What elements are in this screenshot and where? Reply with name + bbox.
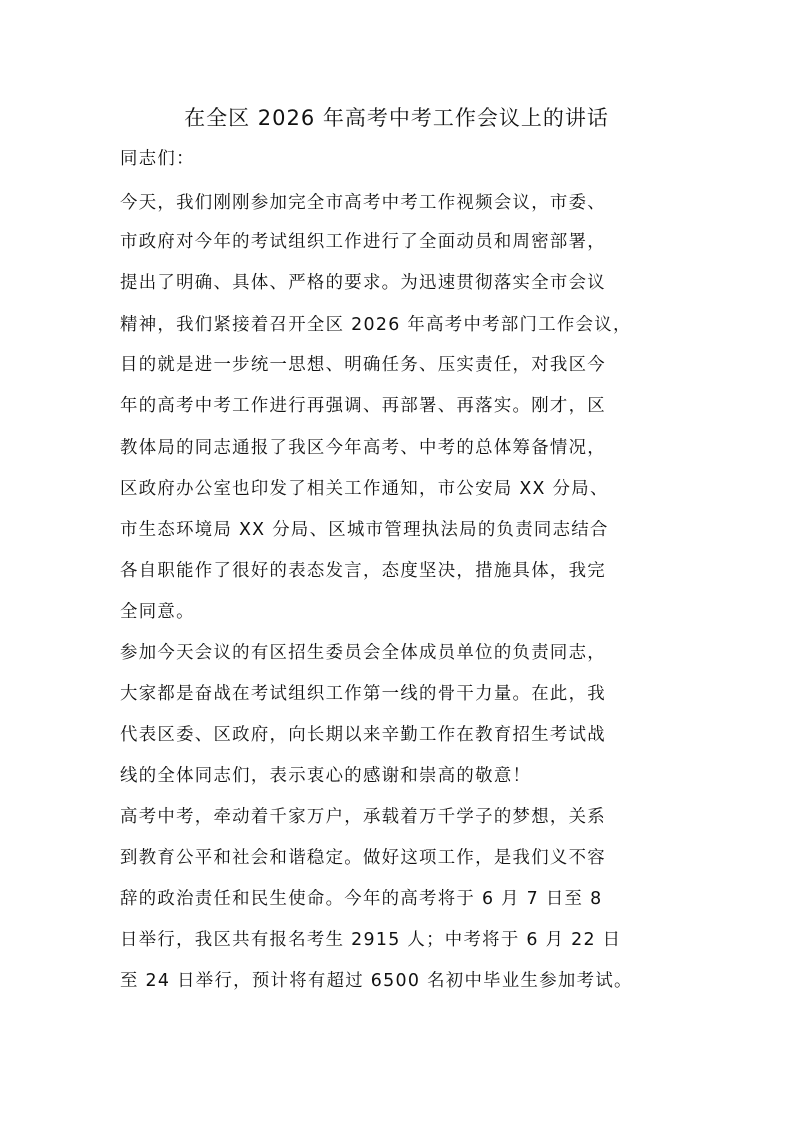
text-line: 到教育公平和社会和谐稳定。做好这项工作，是我们义不容 — [120, 848, 606, 868]
text-line: 大家都是奋战在考试组织工作第一线的骨干力量。在此，我 — [120, 684, 606, 704]
text-line: 至 24 日举行，预计将有超过 6500 名初中毕业生参加考试。 — [120, 971, 633, 991]
text-line: 教体局的同志通报了我区今年高考、中考的总体筹备情况， — [120, 438, 606, 458]
text-line: 线的全体同志们，表示衷心的感谢和崇高的敬意！ — [120, 766, 532, 786]
text-line: 目的就是进一步统一思想、明确任务、压实责任，对我区今 — [120, 355, 606, 375]
text-line: 区政府办公室也印发了相关工作通知，市公安局 XX 分局、 — [120, 479, 609, 499]
text-line: 年的高考中考工作进行再强调、再部署、再落实。刚才，区 — [120, 396, 606, 416]
text-line: 今天，我们刚刚参加完全市高考中考工作视频会议，市委、 — [120, 193, 606, 213]
text-line: 市政府对今年的考试组织工作进行了全面动员和周密部署， — [120, 232, 606, 252]
text-line: 各自职能作了很好的表态发言，态度坚决，措施具体，我完 — [120, 561, 606, 581]
document-title: 在全区 2026 年高考中考工作会议上的讲话 — [184, 106, 609, 130]
text-line: 参加今天会议的有区招生委员会全体成员单位的负责同志， — [120, 643, 606, 663]
text-line: 日举行，我区共有报名考生 2915 人；中考将于 6 月 22 日 — [120, 930, 622, 950]
text-line: 高考中考，牵动着千家万户，承载着万千学子的梦想，关系 — [120, 807, 606, 827]
text-line: 精神，我们紧接着召开全区 2026 年高考中考部门工作会议， — [120, 315, 632, 335]
text-line: 市生态环境局 XX 分局、区城市管理执法局的负责同志结合 — [120, 520, 609, 540]
text-line: 代表区委、区政府，向长期以来辛勤工作在教育招生考试战 — [120, 725, 606, 745]
text-line: 全同意。 — [120, 602, 195, 622]
text-line: 同志们： — [120, 149, 195, 169]
text-line: 提出了明确、具体、严格的要求。为迅速贯彻落实全市会议 — [120, 273, 606, 293]
text-line: 辞的政治责任和民生使命。今年的高考将于 6 月 7 日至 8 — [120, 889, 603, 909]
